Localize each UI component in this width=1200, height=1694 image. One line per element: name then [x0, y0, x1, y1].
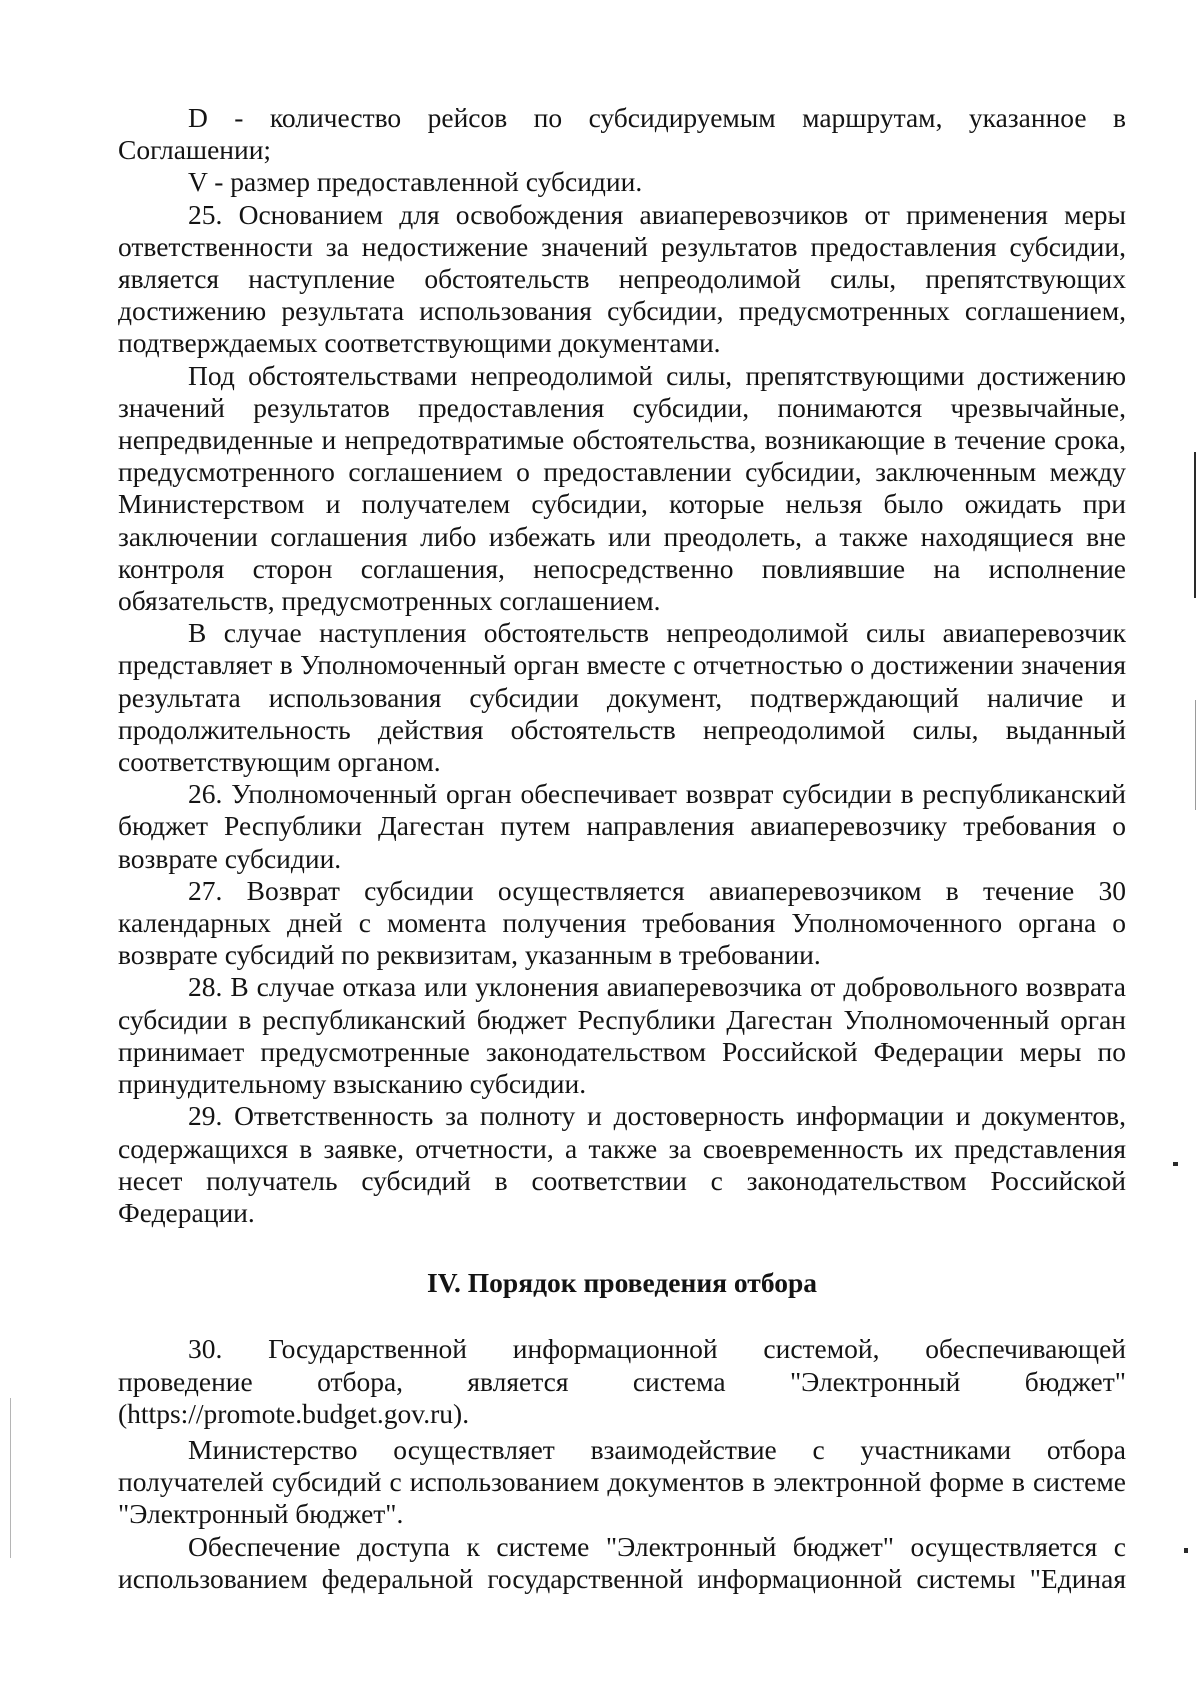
scan-edge-mark: [1195, 700, 1196, 810]
scan-edge-mark: [10, 1398, 11, 1558]
paragraph-26: 26. Уполномоченный орган обеспечивает возврат субсидии в республиканский бюджет Республики Дагестан путем направления авиаперевозчику требования о возврате субсидии.: [118, 778, 1126, 874]
word: система: [632, 1365, 726, 1397]
paragraph-v-definition: V - размер предоставленной субсидии.: [188, 166, 643, 198]
section-heading: IV. Порядок проведения отбора: [427, 1267, 817, 1299]
paragraph-27: 27. Возврат субсидии осуществляется авиаперевозчиком в течение 30 календарных дней с момента получения требования Уполномоченного органа о возврате субсидий по реквизитам, указанным в требовании.: [118, 874, 1126, 971]
word: является: [467, 1365, 569, 1397]
paragraph-ministry-interaction: Министерство осуществляет взаимодействие с участниками отбора получателей субсидий с использованием документов в электронной форме в системе "Электронный бюджет".: [118, 1433, 1126, 1530]
word: бюджет": [1024, 1365, 1126, 1397]
paragraph-29: 29. Ответственность за полноту и достоверность информации и документов, содержащихся в заявке, отчетности, а также за своевременность их представления несет получатель субсидий в соответствии с законодательством Российской Федерации.: [118, 1100, 1126, 1228]
paragraph-30-line-3: (https://promote.budget.gov.ru).: [118, 1397, 470, 1429]
paragraph-25: 25. Основанием для освобождения авиаперевозчиков от применения меры ответственности за недостижение значений результатов предоставления субсидии, является наступление обстоятельств непреодолимой силы, препятствующих достижению результата использования субсидии, предусмотренных соглашением, подтверждаемых соответствующими документами.: [118, 198, 1126, 359]
paragraph-30-line-1: 30. Государственной информационной системой, обеспечивающей: [188, 1333, 1126, 1365]
paragraph-28: 28. В случае отказа или уклонения авиаперевозчика от добровольного возврата субсидии в республиканский бюджет Республики Дагестан Уполномоченный орган принимает предусмотренные законодательством Российской Федерации меры по принудительному взысканию субсидии.: [118, 971, 1126, 1100]
scan-speck: [1184, 1548, 1188, 1553]
paragraph-d-definition: D - количество рейсов по субсидируемым маршрутам, указанное в Соглашении;: [118, 102, 1126, 166]
scan-speck: [1173, 1162, 1178, 1166]
paragraph-force-majeure-report: В случае наступления обстоятельств непреодолимой силы авиаперевозчик представляет в Уполномоченный орган вместе с отчетностью о достижении значения результата использования субсидии документ, подтверждающий наличие и продолжительность действия обстоятельств непреодолимой силы, выданный соответствующим органом.: [118, 617, 1126, 778]
paragraph-access: Обеспечение доступа к системе "Электронный бюджет" осуществляется с использованием федеральной государственной информационной системы "Единая: [118, 1530, 1126, 1594]
paragraph-30-line-2: [118, 1366, 1126, 1398]
word: "Электронный: [789, 1365, 961, 1397]
document-body: [118, 102, 1126, 1595]
paragraph-force-majeure: Под обстоятельствами непреодолимой силы, препятствующими достижению значений результатов предоставления субсидии, понимаются чрезвычайные, непредвиденные и непредотвратимые обстоятельства, возникающие в течение срока, предусмотренного соглашением о предоставлении субсидии, заключенным между Министерством и получателем субсидии, которые нельзя было ожидать при заключении соглашения либо избежать или преодолеть, а также находящиеся вне контроля сторон соглашения, непосредственно повлиявшие на исполнение обязательств, предусмотренных соглашением.: [118, 359, 1126, 617]
word: проведение: [118, 1365, 253, 1397]
scan-edge-mark: [1194, 452, 1196, 598]
word: отбора,: [317, 1365, 404, 1397]
